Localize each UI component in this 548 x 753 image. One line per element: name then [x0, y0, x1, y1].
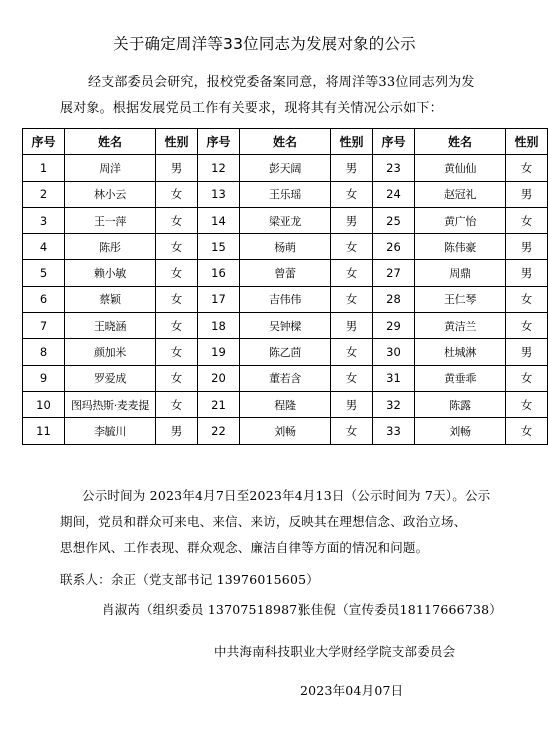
table-row [23, 260, 548, 286]
gender-cell: 女 [331, 181, 373, 207]
name-cell: 刘畅 [415, 418, 506, 444]
column-header: 序号 [373, 129, 415, 155]
serial-cell: 13 [198, 181, 240, 207]
gender-cell: 男 [506, 339, 548, 365]
name-cell: 陈乙茴 [240, 339, 331, 365]
page-title: 关于确定周洋等33位同志为发展对象的公示 [113, 35, 416, 53]
name-cell: 彭天阔 [240, 155, 331, 181]
serial-cell: 10 [23, 391, 65, 417]
serial-cell: 4 [23, 234, 65, 260]
serial-cell: 18 [198, 313, 240, 339]
name-cell: 黄仙仙 [415, 155, 506, 181]
contacts-line-1 [60, 567, 319, 593]
name-cell: 图玛热斯·麦麦提 [65, 391, 156, 417]
serial-cell: 31 [373, 365, 415, 391]
notice-line-3: 思想作风、工作表现、群众观念、廉洁自律等方面的情况和问题。 [60, 540, 429, 555]
gender-cell: 女 [331, 339, 373, 365]
column-header: 姓名 [415, 129, 506, 155]
name-cell: 杨萌 [240, 234, 331, 260]
column-header: 姓名 [240, 129, 331, 155]
serial-cell: 26 [373, 234, 415, 260]
gender-cell: 女 [331, 260, 373, 286]
gender-cell: 女 [331, 365, 373, 391]
serial-cell: 2 [23, 181, 65, 207]
serial-cell: 22 [198, 418, 240, 444]
serial-cell: 14 [198, 207, 240, 233]
gender-cell: 男 [156, 155, 198, 181]
serial-cell: 33 [373, 418, 415, 444]
serial-cell: 11 [23, 418, 65, 444]
name-cell: 程隆 [240, 391, 331, 417]
name-cell: 王乐瑶 [240, 181, 331, 207]
serial-cell: 3 [23, 207, 65, 233]
serial-cell: 25 [373, 207, 415, 233]
serial-cell: 32 [373, 391, 415, 417]
column-header: 性别 [156, 129, 198, 155]
gender-cell: 男 [331, 313, 373, 339]
contact-secretary: 余正（党支部书记 13976015605） [110, 572, 319, 587]
serial-cell: 28 [373, 286, 415, 312]
intro-paragraph: 经支部委员会研究，报校党委备案同意，将周洋等33位同志列为发展对象。根据发展党员工作有关要求，现将其有关情况公示如下： [60, 75, 475, 116]
gender-cell: 女 [506, 313, 548, 339]
column-header: 性别 [331, 129, 373, 155]
gender-cell: 女 [506, 207, 548, 233]
gender-cell: 女 [156, 339, 198, 365]
name-cell: 董若含 [240, 365, 331, 391]
table-row [23, 286, 548, 312]
name-cell: 林小云 [65, 181, 156, 207]
serial-cell: 15 [198, 234, 240, 260]
gender-cell: 男 [506, 181, 548, 207]
serial-cell: 9 [23, 365, 65, 391]
name-cell: 罗爱成 [65, 365, 156, 391]
column-header: 序号 [198, 129, 240, 155]
serial-cell: 21 [198, 391, 240, 417]
table-header-row [23, 129, 548, 155]
gender-cell: 男 [506, 234, 548, 260]
column-header: 序号 [23, 129, 65, 155]
table-row [23, 207, 548, 233]
name-cell: 颜加米 [65, 339, 156, 365]
name-cell: 杜城淋 [415, 339, 506, 365]
serial-cell: 17 [198, 286, 240, 312]
gender-cell: 女 [506, 418, 548, 444]
gender-cell: 女 [506, 365, 548, 391]
serial-cell: 16 [198, 260, 240, 286]
name-cell: 陈伟豪 [415, 234, 506, 260]
name-cell: 周鼎 [415, 260, 506, 286]
gender-cell: 女 [156, 207, 198, 233]
gender-cell: 男 [331, 391, 373, 417]
candidate-table [22, 128, 548, 445]
gender-cell: 女 [331, 234, 373, 260]
serial-cell: 23 [373, 155, 415, 181]
name-cell: 陈露 [415, 391, 506, 417]
serial-cell: 7 [23, 313, 65, 339]
name-cell: 李毓川 [65, 418, 156, 444]
contacts-line-3 [298, 597, 502, 623]
gender-cell: 女 [506, 155, 548, 181]
name-cell: 黄垂乖 [415, 365, 506, 391]
serial-cell: 6 [23, 286, 65, 312]
table-row [23, 155, 548, 181]
gender-cell: 男 [156, 418, 198, 444]
name-cell: 黄洁兰 [415, 313, 506, 339]
table-row [23, 339, 548, 365]
serial-cell: 12 [198, 155, 240, 181]
serial-cell: 24 [373, 181, 415, 207]
table-row [23, 391, 548, 417]
name-cell: 蔡颖 [65, 286, 156, 312]
serial-cell: 20 [198, 365, 240, 391]
name-cell: 黄广怡 [415, 207, 506, 233]
name-cell: 陈彤 [65, 234, 156, 260]
contacts-line-2 [102, 597, 310, 623]
gender-cell: 女 [331, 286, 373, 312]
gender-cell: 女 [156, 391, 198, 417]
serial-cell: 30 [373, 339, 415, 365]
notice-line-1: 公示时间为 2023年4月7日至2023年4月13日（公示时间为 7天）。公示 [82, 488, 491, 503]
name-cell: 王晓涵 [65, 313, 156, 339]
table-row [23, 418, 548, 444]
gender-cell: 女 [156, 313, 198, 339]
table-row [23, 365, 548, 391]
name-cell: 吉伟伟 [240, 286, 331, 312]
gender-cell: 女 [156, 365, 198, 391]
table-row [23, 181, 548, 207]
gender-cell: 女 [156, 260, 198, 286]
notice-line-2: 期间，党员和群众可来电、来信、来访，反映其在理想信念、政治立场、 [60, 514, 467, 529]
name-cell: 王仁琴 [415, 286, 506, 312]
serial-cell: 27 [373, 260, 415, 286]
table-row [23, 313, 548, 339]
name-cell: 曾蕾 [240, 260, 331, 286]
column-header: 姓名 [65, 129, 156, 155]
serial-cell: 8 [23, 339, 65, 365]
table-row [23, 234, 548, 260]
serial-cell: 29 [373, 313, 415, 339]
gender-cell: 女 [331, 418, 373, 444]
gender-cell: 女 [506, 391, 548, 417]
gender-cell: 女 [506, 286, 548, 312]
name-cell: 赵冠礼 [415, 181, 506, 207]
contact-publicity: 张佳倪（宣传委员18117666738） [298, 602, 502, 617]
gender-cell: 男 [331, 155, 373, 181]
gender-cell: 男 [506, 260, 548, 286]
name-cell: 王一萍 [65, 207, 156, 233]
contacts-label: 联系人： [60, 572, 111, 587]
name-cell: 刘畅 [240, 418, 331, 444]
contact-organizer: 肖淑芮（组织委员 13707518987） [102, 602, 311, 617]
gender-cell: 女 [156, 181, 198, 207]
serial-cell: 19 [198, 339, 240, 365]
name-cell: 吴钟樑 [240, 313, 331, 339]
signature: 中共海南科技职业大学财经学院支部委员会 [214, 644, 456, 659]
name-cell: 赖小敏 [65, 260, 156, 286]
column-header: 性别 [506, 129, 548, 155]
date: 2023年04月07日 [300, 683, 404, 698]
gender-cell: 男 [331, 207, 373, 233]
serial-cell: 5 [23, 260, 65, 286]
gender-cell: 女 [156, 234, 198, 260]
serial-cell: 1 [23, 155, 65, 181]
name-cell: 梁亚龙 [240, 207, 331, 233]
gender-cell: 女 [156, 286, 198, 312]
name-cell: 周洋 [65, 155, 156, 181]
